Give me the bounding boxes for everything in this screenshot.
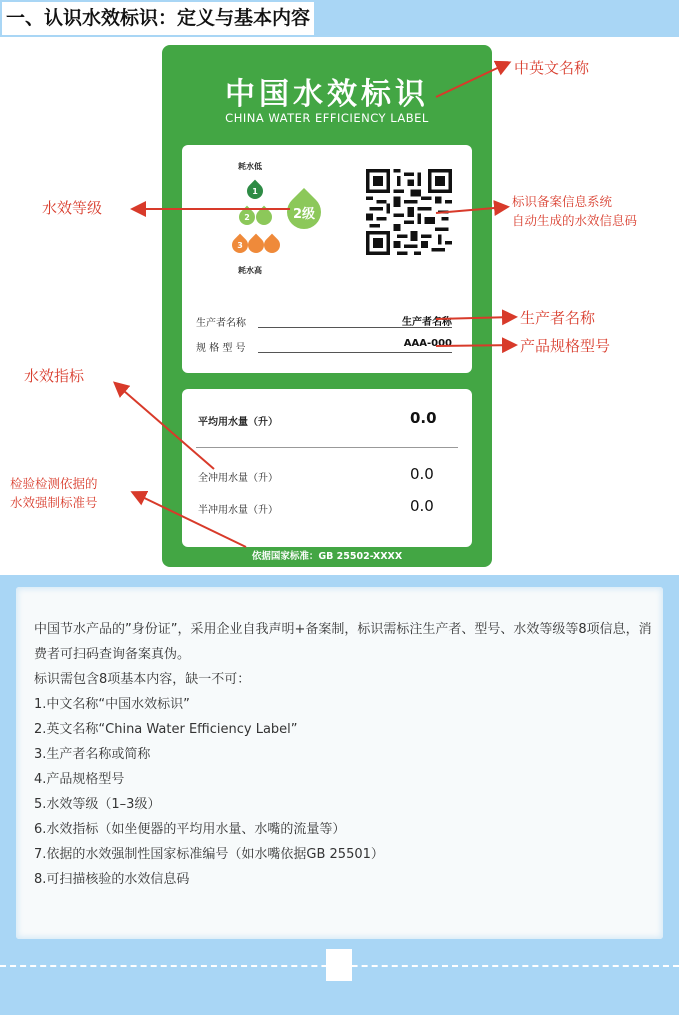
standard-footer: 依据国家标准：GB 25502-XXXX xyxy=(251,551,403,562)
callout-qr-line1: 标识备案信息系统 xyxy=(512,194,613,209)
description-item: 2.英文名称“China Water Efficiency Label” xyxy=(34,722,298,737)
label-title-cn: 中国水效标识 xyxy=(225,77,429,112)
avg-water-label: 平均用水量（升） xyxy=(198,417,278,428)
description-lead: 标识需包含8项基本内容，缺一不可： xyxy=(34,672,251,687)
divider-square xyxy=(326,949,352,981)
label-illustration xyxy=(0,37,679,575)
producer-field-label: 生产者名称 xyxy=(196,318,246,329)
grade-info-panel xyxy=(182,145,472,373)
description-item: 5.水效等级（1–3级） xyxy=(34,797,161,812)
consumption-high-label: 耗水高 xyxy=(238,266,262,275)
avg-water-value: 0.0 xyxy=(410,409,437,427)
description-item: 3.生产者名称或简称 xyxy=(34,747,151,762)
callout-qr-line2: 自动生成的水效信息码 xyxy=(512,213,638,228)
callout-grade: 水效等级 xyxy=(42,199,103,217)
grade-3-drop-icon: 3 xyxy=(229,234,252,257)
callout-standard-line2: 水效强制标准号 xyxy=(10,495,98,510)
model-field-value: AAA-000 xyxy=(403,338,452,349)
description-item: 4.产品规格型号 xyxy=(34,772,125,787)
callout-model: 产品规格型号 xyxy=(520,337,611,355)
description-item: 6.水效指标（如坐便器的平均用水量、水嘴的流量等） xyxy=(34,822,346,837)
consumption-low-label: 耗水低 xyxy=(238,162,262,171)
callout-producer: 生产者名称 xyxy=(520,309,596,327)
water-index-panel xyxy=(182,389,472,547)
index-divider xyxy=(196,447,458,448)
callout-name: 中英文名称 xyxy=(514,59,590,77)
full-flush-label: 全冲用水量（升） xyxy=(198,473,278,484)
qr-code-icon xyxy=(366,163,452,261)
description-text xyxy=(34,617,654,892)
half-flush-label: 半冲用水量（升） xyxy=(198,505,278,516)
grade-2-drop-icon: 2 xyxy=(236,206,259,229)
description-section xyxy=(0,575,679,1015)
grade-1-drop-icon: 1 xyxy=(244,180,267,203)
grade-3-drop-icon xyxy=(261,234,284,257)
model-field-label: 规 格 型 号 xyxy=(196,343,246,354)
current-grade-drop-icon: 2级 xyxy=(280,188,328,236)
callout-index: 水效指标 xyxy=(24,367,85,385)
half-flush-value: 0.0 xyxy=(410,497,434,515)
description-panel xyxy=(16,587,663,939)
water-efficiency-label-card xyxy=(162,45,492,567)
producer-field-value: 生产者名称 xyxy=(402,317,452,328)
section-title: 一、认识水效标识：定义与基本内容 xyxy=(2,2,314,35)
description-intro: 中国节水产品的”身份证”，采用企业自我声明+备案制，标识需标注生产者、型号、水效等级等8项信息，消费者可扫码查询备案真伪。 xyxy=(34,622,652,662)
section-header xyxy=(0,0,679,37)
callout-qr xyxy=(512,192,637,230)
model-field-line xyxy=(258,352,452,353)
callout-standard xyxy=(10,474,98,512)
label-title-en: CHINA WATER EFFICIENCY LABEL xyxy=(225,111,429,125)
grade-2-drop-icon xyxy=(253,206,276,229)
callout-standard-line1: 检验检测依据的 xyxy=(10,476,98,491)
description-item: 7.依据的水效强制性国家标准编号（如水嘴依据GB 25501） xyxy=(34,847,384,862)
description-item: 8.可扫描核验的水效信息码 xyxy=(34,872,190,887)
full-flush-value: 0.0 xyxy=(410,465,434,483)
description-item: 1.中文名称“中国水效标识” xyxy=(34,697,190,712)
